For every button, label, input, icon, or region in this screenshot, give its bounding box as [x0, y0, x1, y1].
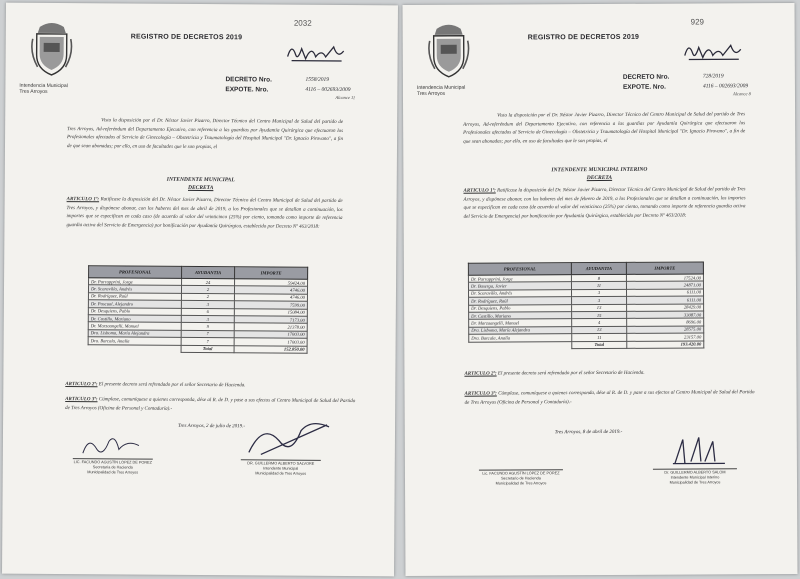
handwritten-initials-signature	[282, 39, 354, 66]
table-row: Dr. Rodríguez, Raúl 2 4746.00	[88, 293, 307, 302]
table-row: Dra. Barcala, Analía 7 17003.00	[88, 337, 307, 346]
article-1	[66, 196, 342, 232]
signature-block-mayor: Dr. GUILLERMO ALBERTO SALOM Intendente Municipal Interino Municipalidad de Tres Arroyos	[664, 470, 726, 485]
signature-block-secretary: Lic. FACUNDO AGUSTÍN LÓPEZ DE POREZ Secretario de Hacienda Municipalidad de Tres Arroyos	[482, 471, 560, 486]
col-profesional: PROFESIONAL	[468, 263, 571, 276]
table-row: Dr. Marzaangelli, Manuel 4 8696.00	[469, 318, 704, 327]
decreto-label: DECRETO Nro.	[225, 76, 272, 84]
signature-block-secretary: LIC. FACUNDO AGUSTÍN LÓPEZ DE POREZ Secretaría de Hacienda Municipalidad de Tres Arroyos	[73, 460, 152, 475]
decree-heading: INTENDENTE MUNICIPAL INTERINO DECRETA	[551, 166, 648, 182]
municipal-crest-icon	[29, 19, 73, 77]
registry-title: REGISTRO DE DECRETOS 2019	[130, 33, 243, 42]
article-1-text: Ratifícase la disposición del Dr. Néstor Javier Pizarro, Director Técnico del Centro Municipal de Salud del partido de Tres Arroyos, y dispónese abonar, con los haberes del mes de febrero de 2019, a los Profesionales que se detallan a continuación, los importes que se especifican en cada caso (de acuerdo al valor del veinticinco (25%) por ciento, tomando como importe de referencia guardia activa del Servicio de Emergencia) por bonificación por Ayudantía Quirúrgica, establecido por Decreto Nº 463/2018:	[463, 187, 746, 220]
article-3: ARTICULO 3º: Cúmplase, comuníquese a quienes corresponda, dése al R. de D. y pase a sus efectos al Centro Municipal de Salud del Partido de Tres Arroyos (Oficina de Personal y Contaduría).-	[464, 390, 755, 406]
article-3: ARTICULO 3º: Cúmplase, comuníquese a quienes corresponda, dése al R. de D. y pase a sus efectos al Centro Municipal de Salud del Partido de Tres Arroyos (Oficina de Personal y Contaduría).-	[65, 397, 356, 412]
col-ayudantia: AYUDANTIA	[571, 262, 626, 274]
table-row: Dr. Scaravilla, Andrés 3 6111.00	[469, 289, 704, 298]
decreto-number: 728/2019	[702, 73, 724, 80]
table-row: Dr. Baserga, Javier 11 24871.00	[468, 281, 703, 290]
table-row: Dr. Parrapprini, Jorge 24 59424.00	[89, 278, 308, 287]
article-1-label: ARTICULO 1º:	[66, 197, 100, 203]
table-row: Dr. Scaravilla, Andrés 2 4746.00	[88, 285, 307, 294]
table-row: Dr. Castillo, Mariano 15 33087.00	[469, 311, 704, 320]
issue-date: Tres Arroyos, 8 de abril de 2019.-	[554, 429, 623, 436]
table-row: Dr. Desquiens, Pablo 6 15084.00	[88, 307, 307, 316]
handwritten-initials-signature	[679, 37, 751, 63]
registry-title: REGISTRO DE DECRETOS 2019	[527, 33, 640, 42]
payments-table	[88, 265, 309, 353]
table-total-row: Total 152.850.00	[88, 344, 307, 353]
table-row: Dra. Barcala, Analía 11 23157.00	[469, 333, 704, 342]
table-row: Dr. Desquiens, Pablo 13 28429.00	[469, 304, 704, 313]
signature-mayor	[669, 433, 729, 467]
decreto-number: 1558/2019	[305, 76, 330, 83]
decree-heading: INTENDENTE MUNICIPAL DECRETA	[166, 176, 235, 192]
article-2: ARTICULO 2º: El presente decreto será refrendado por el señor Secretario de Hacienda.	[464, 370, 645, 377]
signature-secretary	[79, 431, 143, 457]
intro-paragraph: Visto la disposición por el Dr. Néstor Javier Pizarro, Director Técnico del Centro Municipal de Salud del partido de Tres Arroyos, Ad-referéndum del Departamento Ejecutivo, con referencia a las guardias por Ayudantía Quirúrgica que efectuaron los Profesionales afectados al Servicio de Ginecología – Obstetricia y Traumatología del Hospital Municipal "Dr. Ignacio Pirovano", a fin de que sean abonadas; por ello, en uso de facultades que le son propias, el	[463, 112, 746, 145]
col-profesional: PROFESIONAL	[89, 266, 182, 279]
table-row: Dr. Rodríguez, Raúl 3 6111.00	[469, 296, 704, 305]
intro-paragraph: Visto la disposición por el Dr. Néstor Javier Pizarro, Director Técnico del Centro Municipal de Salud del partido de Tres Arroyos, Ad-referéndum del Departamento Ejecutivo, con referencia a las guardias por Ayudantía Quirúrgica que efectuaron los Profesionales afectados al Servicio de Ginecología – Obstetricia y Traumatología del Hospital Municipal "Dr. Ignacio Pirovano", a fin de que sean abonadas; por ello, en uso de facultades que le son propias, el	[66, 118, 344, 150]
article-1-label: ARTICULO 1º:	[463, 188, 496, 194]
table-total-row: Total 193.420.00	[469, 340, 704, 349]
organization-name: Intendencia Municipal Tres Arroyos	[416, 84, 466, 97]
decree-page-right	[403, 3, 798, 576]
issue-date: Tres Arroyos, 2 de julio de 2019.-	[178, 423, 246, 430]
article-2: ARTICULO 2º: El presente decreto será refrendado por el señor Secretario de Hacienda.	[65, 382, 246, 389]
expediente-label: EXPOTE. Nro.	[225, 86, 269, 94]
col-importe: IMPORTE	[626, 262, 703, 274]
decreto-label: DECRETO Nro.	[622, 73, 670, 81]
col-importe: IMPORTE	[235, 267, 308, 280]
payments-table	[468, 261, 704, 349]
table-row: Dr. Marzaangelli, Manuel 9 21378.00	[88, 322, 307, 331]
expediente-number: 4116 – 002693/2009	[305, 86, 351, 94]
decree-page-left	[2, 3, 398, 577]
alcance: Alcance 11	[335, 94, 356, 101]
article-1-text: Ratifícase la disposición del Dr. Néstor Javier Pizarro, Director Técnico del Centro Municipal de Salud del partido de Tres Arroyos, y dispónese abonar, con los haberes del mes de abril de 2019, a los Profesionales que se detallan a continuación, los importes que se especifican en cada caso (de acuerdo al valor del veinticinco (25%) por ciento, tomando como importe de referencia guardia activa del Servicio de Emergencia) por bonificación por Ayudantía Quirúrgica, establecido por Decreto Nº 463/2018:	[66, 197, 343, 230]
signature-mayor	[241, 416, 337, 461]
article-1	[463, 186, 745, 221]
table-row: Dra. Lisboma, María Alejandra 13 28575.00	[469, 326, 704, 335]
page-number: 929	[690, 17, 704, 27]
expediente-label: EXPOTE. Nro.	[622, 83, 666, 91]
page-number: 2032	[293, 18, 312, 28]
expediente-number: 4116 – 002693/2009	[702, 83, 749, 90]
table-row: Dra. Lisboma, María Alejandra 7 17003.00	[88, 329, 307, 338]
table-row: Dr. Parrapprini, Jorge 8 17524.00	[468, 274, 703, 283]
municipal-crest-icon	[427, 21, 471, 79]
alcance: Alcance 8	[732, 91, 751, 97]
table-row: Dr. Castillo, Mariano 3 7173.00	[88, 315, 307, 324]
signature-block-mayor: DR. GUILLERMO ALBERTO SALVORE Intendente Municipal Municipalidad de Tres Arroyos	[247, 461, 315, 476]
organization-name: Intendencia Municipal Tres Arroyos	[19, 82, 68, 95]
table-row: Dr. Pascual, Alejandro 3 7599.00	[88, 300, 307, 309]
col-ayudantia: AYUDANTIA	[182, 266, 235, 278]
